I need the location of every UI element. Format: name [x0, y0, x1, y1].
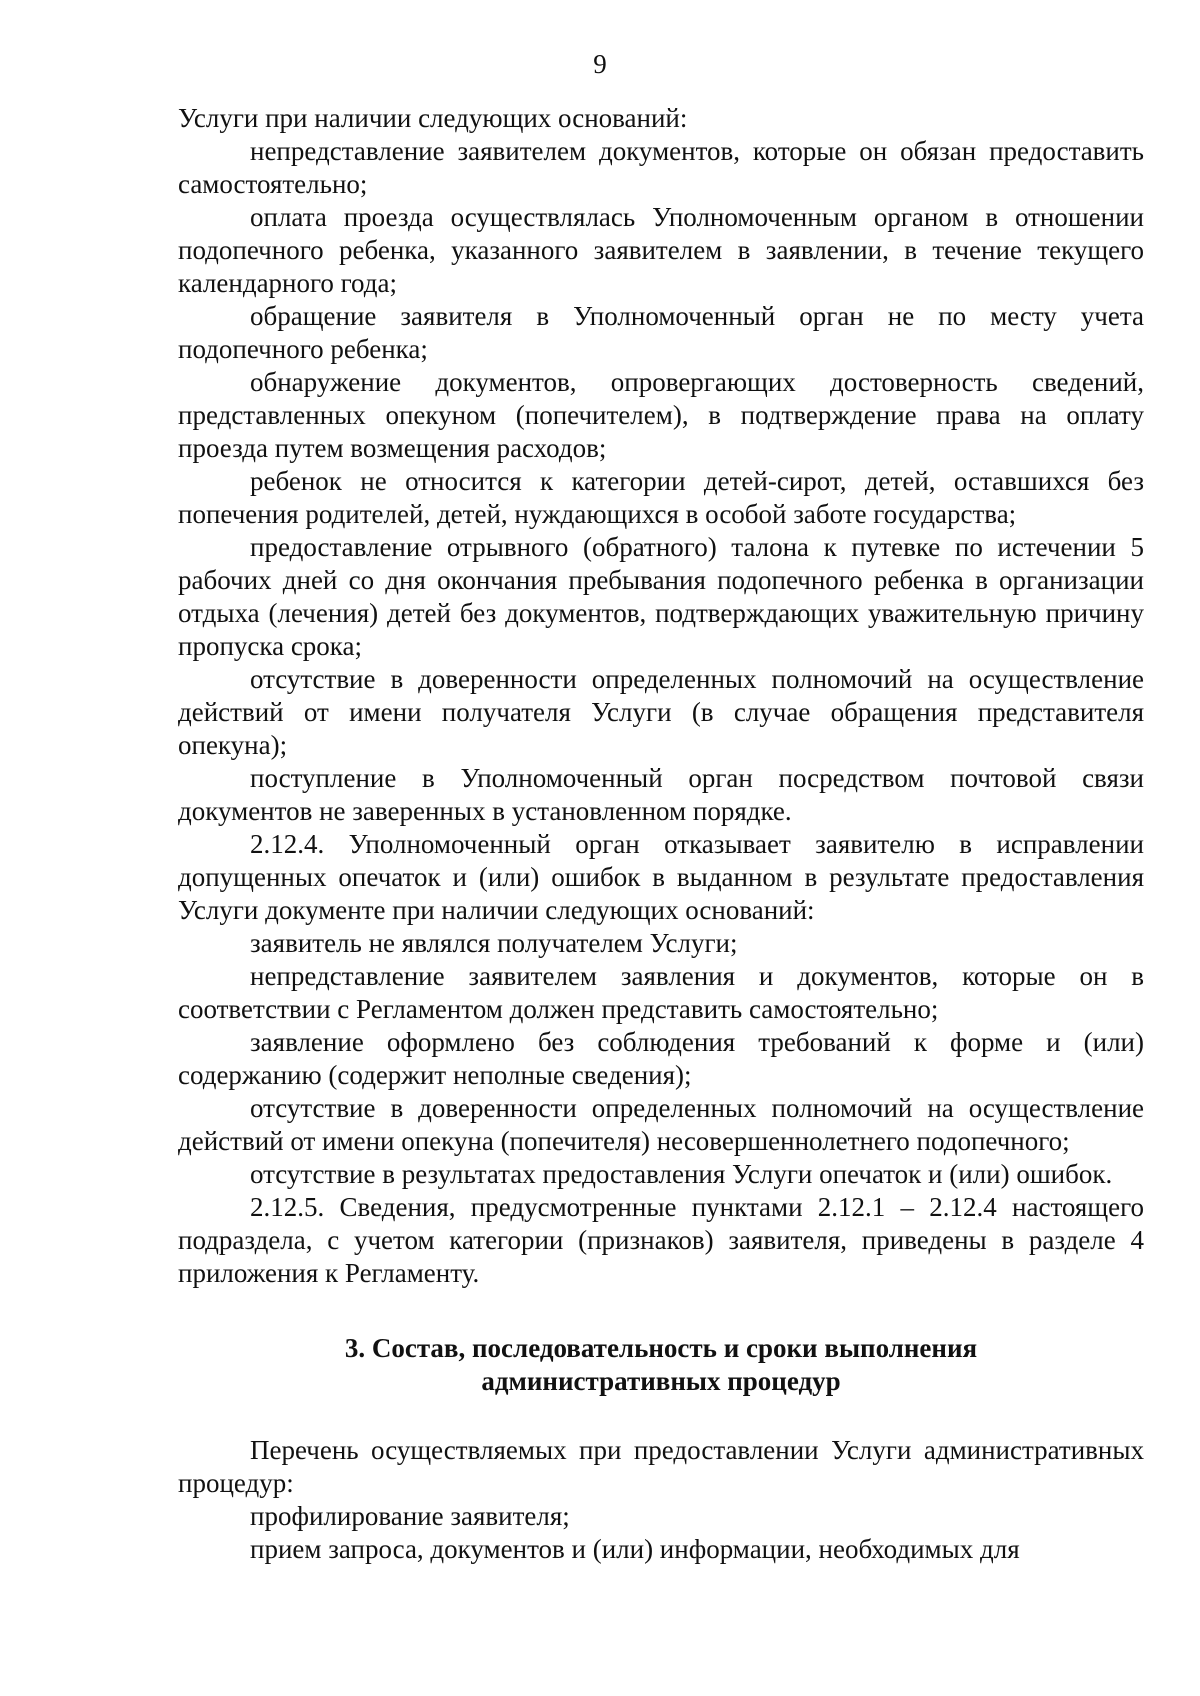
- paragraph: отсутствие в доверенности определенных полномочий на осуществление действий от имени опекуна (попечителя) несовершеннолетнего подопечного;: [178, 1093, 1144, 1156]
- paragraph: непредставление заявителем заявления и документов, которые он в соответствии с Регламентом должен представить самостоятельно;: [178, 961, 1144, 1024]
- paragraph: 2.12.4. Уполномоченный орган отказывает заявителю в исправлении допущенных опечаток и (или) ошибок в выданном в результате предоставления Услуги документе при наличии следующих оснований:: [178, 829, 1144, 925]
- paragraph: профилирование заявителя;: [250, 1501, 570, 1531]
- paragraph: ребенок не относится к категории детей-сирот, детей, оставшихся без попечения родителей, детей, нуждающихся в особой заботе государства;: [178, 466, 1144, 529]
- paragraph: поступление в Уполномоченный орган посредством почтовой связи документов не заверенных в установленном порядке.: [178, 763, 1144, 826]
- paragraph: Услуги при наличии следующих оснований:: [178, 103, 688, 133]
- paragraph: Перечень осуществляемых при предоставлении Услуги административных процедур:: [178, 1435, 1144, 1498]
- document-body: [178, 102, 1144, 1566]
- page-number: 9: [593, 49, 607, 79]
- section-3-heading: [178, 1332, 1144, 1398]
- paragraph: обращение заявителя в Уполномоченный орган не по месту учета подопечного ребенка;: [178, 301, 1144, 364]
- section-3-heading-line-1: 3. Состав, последовательность и сроки выполнения: [344, 1333, 978, 1363]
- section-3-heading-line-2: административных процедур: [481, 1366, 841, 1396]
- section-2-12-text: [178, 102, 1144, 1290]
- paragraph: заявление оформлено без соблюдения требований к форме и (или) содержанию (содержит неполные сведения);: [178, 1027, 1144, 1090]
- paragraph: 2.12.5. Сведения, предусмотренные пунктами 2.12.1 – 2.12.4 настоящего подраздела, с учетом категории (признаков) заявителя, приведены в разделе 4 приложения к Регламенту.: [178, 1192, 1144, 1288]
- paragraph: отсутствие в результатах предоставления Услуги опечаток и (или) ошибок.: [250, 1159, 1113, 1189]
- paragraph: непредставление заявителем документов, которые он обязан предоставить самостоятельно;: [178, 136, 1144, 199]
- paragraph: обнаружение документов, опровергающих достоверность сведений, представленных опекуном (попечителем), в подтверждение права на оплату проезда путем возмещения расходов;: [178, 367, 1144, 463]
- paragraph: отсутствие в доверенности определенных полномочий на осуществление действий от имени получателя Услуги (в случае обращения представителя опекуна);: [178, 664, 1144, 760]
- paragraph: предоставление отрывного (обратного) талона к путевке по истечении 5 рабочих дней со дня окончания пребывания подопечного ребенка в организации отдыха (лечения) детей без документов, подтверждающих уважительную причину пропуска срока;: [178, 532, 1144, 661]
- paragraph: оплата проезда осуществлялась Уполномоченным органом в отношении подопечного ребенка, указанного заявителем в заявлении, в течение текущего календарного года;: [178, 202, 1144, 298]
- paragraph: прием запроса, документов и (или) информации, необходимых для: [250, 1534, 1020, 1564]
- section-3-text: [178, 1434, 1144, 1566]
- paragraph: заявитель не являлся получателем Услуги;: [250, 928, 738, 958]
